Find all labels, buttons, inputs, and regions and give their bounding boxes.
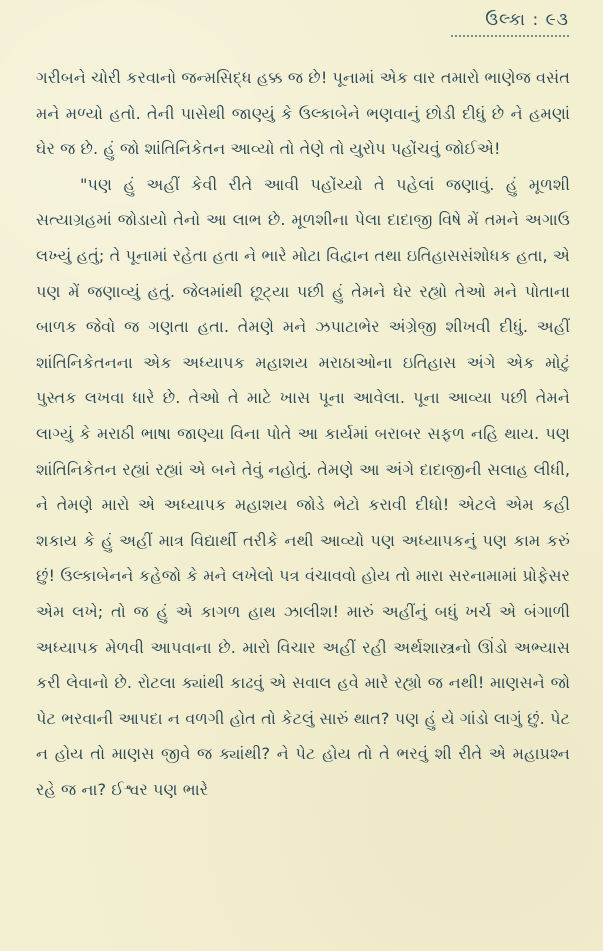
running-head-text: ઉલ્કા : ૯૩ [485, 10, 569, 30]
paragraph: ગરીબને ચોરી કરવાનો જન્મસિદ્ધ હક્ક જ છે! પૂનામાં એક વાર તમારો ભાણેજ વસંત મને મળ્યો હતો. તેની પાસેથી જાણ્યું કે ઉલ્કાબેને ભણવાનું છોડી દીધું છે ને હમણાં ઘેર જ છે. હું જો શાંતિનિકેતન આવ્યો તો તેણે તો યુરોપ પહોંચવું જોઈએ! [36, 68, 570, 159]
running-head [451, 10, 569, 37]
running-head-rule [451, 32, 569, 37]
paragraph: "પણ હું અહીં કેવી રીતે આવી પહોંચ્યો તે પહેલાં જણાવું. હું મૂળશી સત્યાગ્રહમાં જોડાયો તેનો આ લાભ છે. મૂળશીના પેલા દાદાજી વિષે મેં તમને અગાઉ લખ્યું હતું; તે પૂનામાં રહેતા હતા ને ભારે મોટા વિદ્વાન તથા ઇતિહાસસંશોધક હતા, એ પણ મેં જણાવ્યું હતું. જેલમાંથી છૂટ્યા પછી હું તેમને ઘેર રહ્યો તેઓ મને પોતાના બાળક જેવો જ ગણતા હતા. તેમણે મને ઝપાટાભેર અંગ્રેજી શીખવી દીધું. અહીં શાંતિનિકેતનના એક અધ્યાપક મહાશય મરાઠાઓના ઇતિહાસ અંગે એક મોટું પુસ્તક લખવા ધારે છે. તેઓ તે માટે ખાસ પૂના આવેલા. પૂના આવ્યા પછી તેમને લાગ્યું કે મરાઠી ભાષા જાણ્યા વિના પોતે આ કાર્યમાં બરાબર સફળ નહિ થાય. પણ શાંતિનિકેતન રહ્યાં રહ્યાં એ બને તેવું નહોતું. તેમણે આ અંગે દાદાજીની સલાહ લીધી, ને તેમણે મારો એ અધ્યાપક મહાશય જોડે ભેટો કરાવી દીધો! એટલે એમ કહી શકાય કે હું અહીં માત્ર વિદ્યાર્થી તરીકે નથી આવ્યો પણ અધ્યાપકનું પણ કામ કરું છું! ઉલ્કાબેનને કહેજો કે મને લખેલો પત્ર વંચાવવો હોય તો મારા સરનામામાં પ્રોફેસર એમ લખે; તો જ હું એ કાગળ હાથ ઝાલીશ! મારું અહીંનું બધું ખર્ચ એ બંગાળી અધ્યાપક મેળવી આપવાના છે. મારો વિચાર અહીં રહી અર્થશાસ્ત્રનો ઊંડો અભ્યાસ કરી લેવાનો છે. રોટલા ક્યાંથી કાઢવું એ સવાલ હવે મારે રહ્યો જ નથી! માણસને જો પેટ ભરવાની આપદા ન વળગી હોત તો કેટલું સારું થાત? પણ હું યે ગાંડો લાગું છું. પેટ ન હોય તો માણસ જીવે જ ક્યાંથી? ને પેટ હોય તો તે ભરવું શી રીતે એ મહાપ્રશ્ન રહે જ ના? ઈશ્વર પણ ભારે [36, 174, 570, 799]
body-text [36, 60, 570, 807]
